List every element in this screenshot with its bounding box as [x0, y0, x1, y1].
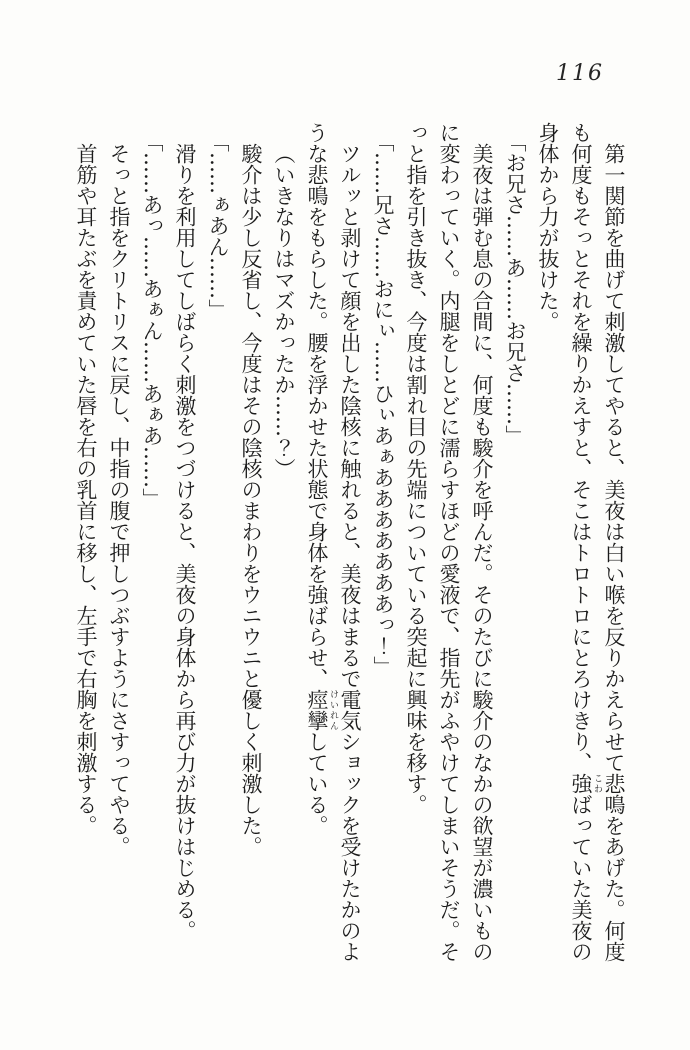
- page-number: 116: [556, 61, 604, 86]
- text-line-narration: 駿介は少し反省し、今度はその陰核のまわりをウニウニと優しく刺激した。: [239, 143, 263, 857]
- furigana-term: 痙攣 けいれん: [305, 689, 338, 731]
- text-line-dialogue: 「……あっ……あぁん……あぁあ……」: [140, 131, 164, 510]
- text-line-narration: ツルッと剥けて顔を出した陰核に触れると、美夜はまるで電気ショックを受けたかのような悲鳴をもらした。腰を浮かせた状態で身体を強ばらせ、痙攣 けいれんしている。: [305, 122, 362, 962]
- furigana-reading: けいれん: [328, 689, 338, 731]
- text-line-narration: 滑りを利用してしばらく刺激をつづけると、美夜の身体から再び力が抜けはじめる。: [173, 143, 197, 941]
- text-line-narration: 美夜は弾む息の合間に、何度も駿介を呼んだ。そのたびに駿介のなかの欲望が濃いものに変わっていく。内腿をしとどに濡らすほどの愛液で、指先がふやけてしまいそうだ。そっと指を引き抜き、今度は割れ目の先端についている突起に興味を移す。: [404, 122, 494, 962]
- text-body: [50, 122, 630, 964]
- text-line-narration: 首筋や耳たぶを責めていた唇を右の乳首に移し、左手で右胸を刺激する。: [74, 143, 98, 836]
- furigana-term: 強 こわ: [569, 773, 602, 794]
- text-line-dialogue: 「お兄さ……あ……お兄さ……」: [503, 131, 527, 447]
- text-line-dialogue: 「……ぁあん……」: [206, 131, 230, 321]
- furigana-reading: こわ: [592, 773, 602, 794]
- text-line-dialogue: 「……兄さ……おにぃ……ひぃあぁあああああああっ！」: [371, 131, 395, 678]
- text-line-narration: そっと指をクリトリスに戻し、中指の腹で押しつぶすようにさすってやる。: [107, 143, 131, 857]
- text-line-narration: 第一関節を曲げて刺激してやると、美夜は白い喉を反りかえらせて悲鳴をあげた。何度も何度もそっとそれを繰りかえすと、そこはトロトロにとろけきり、強 こわばっていた美夜の身体から力が抜けた。: [536, 122, 626, 962]
- text-line-thought: （いきなりはマズかったか……？）: [272, 143, 296, 479]
